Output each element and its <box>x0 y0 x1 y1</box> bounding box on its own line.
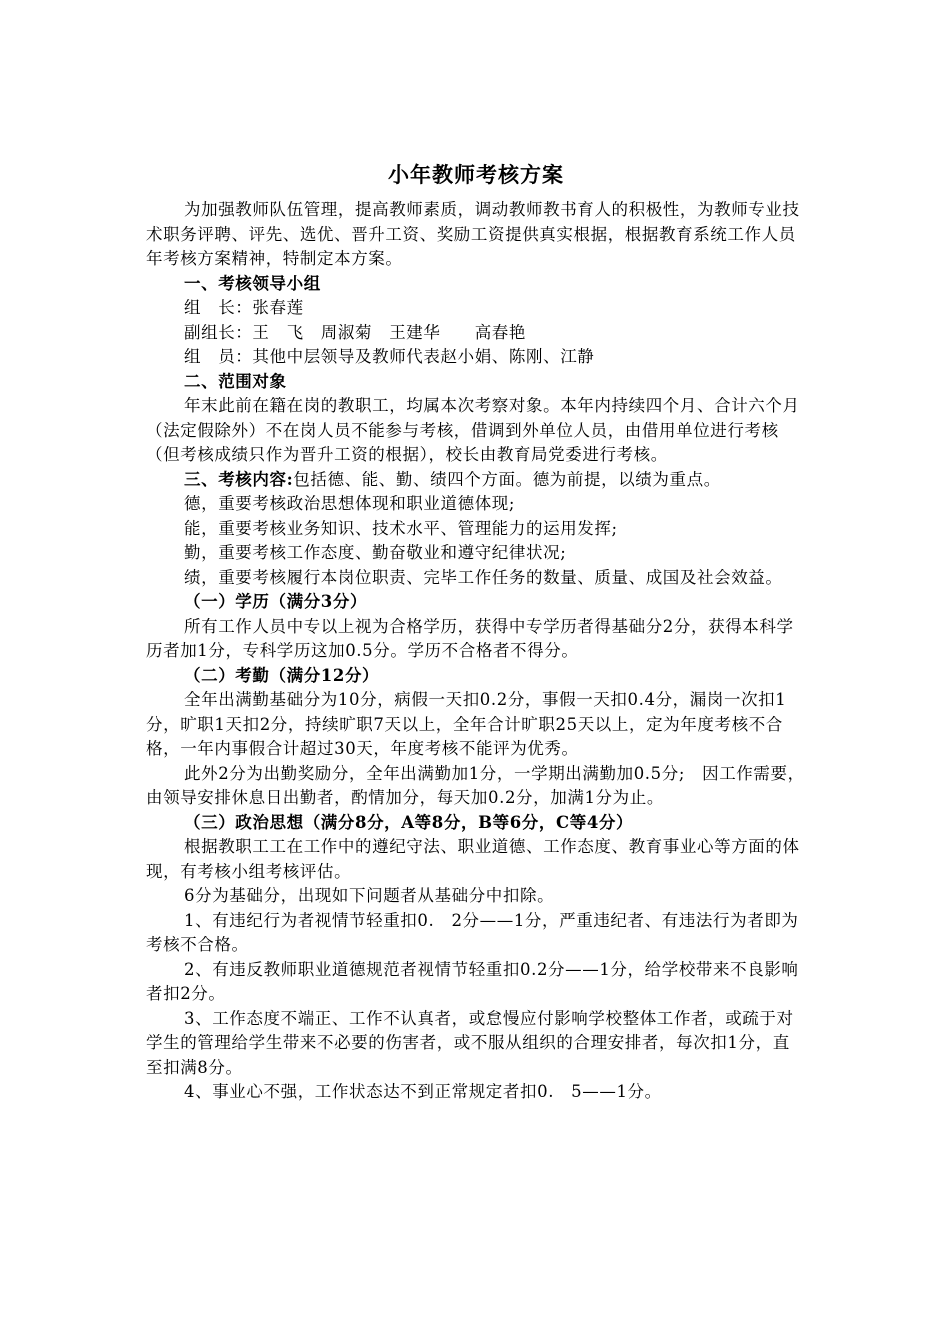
section3-heading-rest: 包括德、能、勤、绩四个方面。德为前提，以绩为重点。 <box>293 469 721 489</box>
part3-item4: 4、事业心不强，工作状态达不到正常规定者扣0. 5——1分。 <box>184 1082 662 1101</box>
document-body <box>146 160 806 1105</box>
part1-body: 所有工作人员中专以上视为合格学历，获得中专学历者得基础分2分，获得本科学历者加1分，专科学历这加0.5分。学历不合格者不得分。 <box>146 616 794 660</box>
part2-body2: 此外2分为出勤奖励分，全年出满勤加1分，一学期出满勤加0.5分; 因工作需要，由领导安排休息日出勤者，酌情加分，每天加0.2分，加满1分为止。 <box>146 763 805 807</box>
part2-heading: （二）考勤（满分12分） <box>184 665 380 685</box>
section2-body: 年末此前在籍在岗的教职工，均属本次考察对象。本年内持续四个月、合计六个月（法定假除外）不在岗人员不能参与考核，借调到外单位人员，由借用单位进行考核（但考核成绩只作为晋升工资的根据），校长由教育局党委进行考核。 <box>146 396 800 464</box>
intro-paragraph: 为加强教师队伍管理，提高教师素质，调动教师教书育人的积极性，为教师专业技术职务评聘、评先、选优、晋升工资、奖励工资提供真实根据，根据教育系统工作人员年考核方案精神，特制定本方案。 <box>146 200 800 268</box>
part1-heading: （一）学历（满分3分） <box>184 592 368 611</box>
section2-heading: 二、范围对象 <box>184 371 287 391</box>
criterion-ji: 绩，重要考核履行本岗位职责、完毕工作任务的数量、质量、成国及社会效益。 <box>184 567 783 587</box>
criterion-qin: 勤，重要考核工作态度、勤奋敬业和遵守纪律状况; <box>184 543 567 562</box>
group-deputy: 副组长：王 飞 周淑菊 王建华 高春艳 <box>184 322 526 342</box>
group-members: 组 员：其他中层领导及教师代表赵小娟、陈刚、江静 <box>184 347 595 366</box>
criterion-de: 德，重要考核政治思想体现和职业道德体现; <box>184 494 516 513</box>
part3-heading: （三）政治思想（满分8分，A等8分，B等6分，C等4分） <box>184 812 634 832</box>
part3-item2: 2、有违反教师职业道德规范者视情节轻重扣0.2分——1分，给学校带来不良影响者扣2分。 <box>146 959 799 1003</box>
part3-body1: 根据教职工工在工作中的遵纪守法、职业道德、工作态度、教育事业心等方面的体现，有考核小组考核评估。 <box>146 837 800 881</box>
section3-heading: 三、考核内容: <box>184 469 294 489</box>
criterion-neng: 能，重要考核业务知识、技术水平、管理能力的运用发挥; <box>184 518 618 538</box>
part3-item1: 1、有违纪行为者视情节轻重扣0. 2分——1分，严重违纪者、有违法行为者即为考核不合格。 <box>146 910 799 954</box>
part3-item3: 3、工作态度不端正、工作不认真者，或怠慢应付影响学校整体工作者，或疏于对学生的管理给学生带来不必要的伤害者，或不服从组织的合理安排者，每次扣1分，直至扣满8分。 <box>146 1008 794 1077</box>
group-leader: 组 长：张春莲 <box>184 298 304 317</box>
section3-line <box>146 468 806 493</box>
part3-body2: 6分为基础分，出现如下问题者从基础分中扣除。 <box>184 886 555 905</box>
section1-heading: 一、考核领导小组 <box>184 273 321 293</box>
part2-body1: 全年出满勤基础分为10分，病假一天扣0.2分，事假一天扣0.4分，漏岗一次扣1分，旷职1天扣2分，持续旷职7天以上，全年合计旷职25天以上，定为年度考核不合格，一年内事假合计超过30天，年度考核不能评为优秀。 <box>146 690 787 758</box>
document-title: 小年教师考核方案 <box>388 163 564 187</box>
